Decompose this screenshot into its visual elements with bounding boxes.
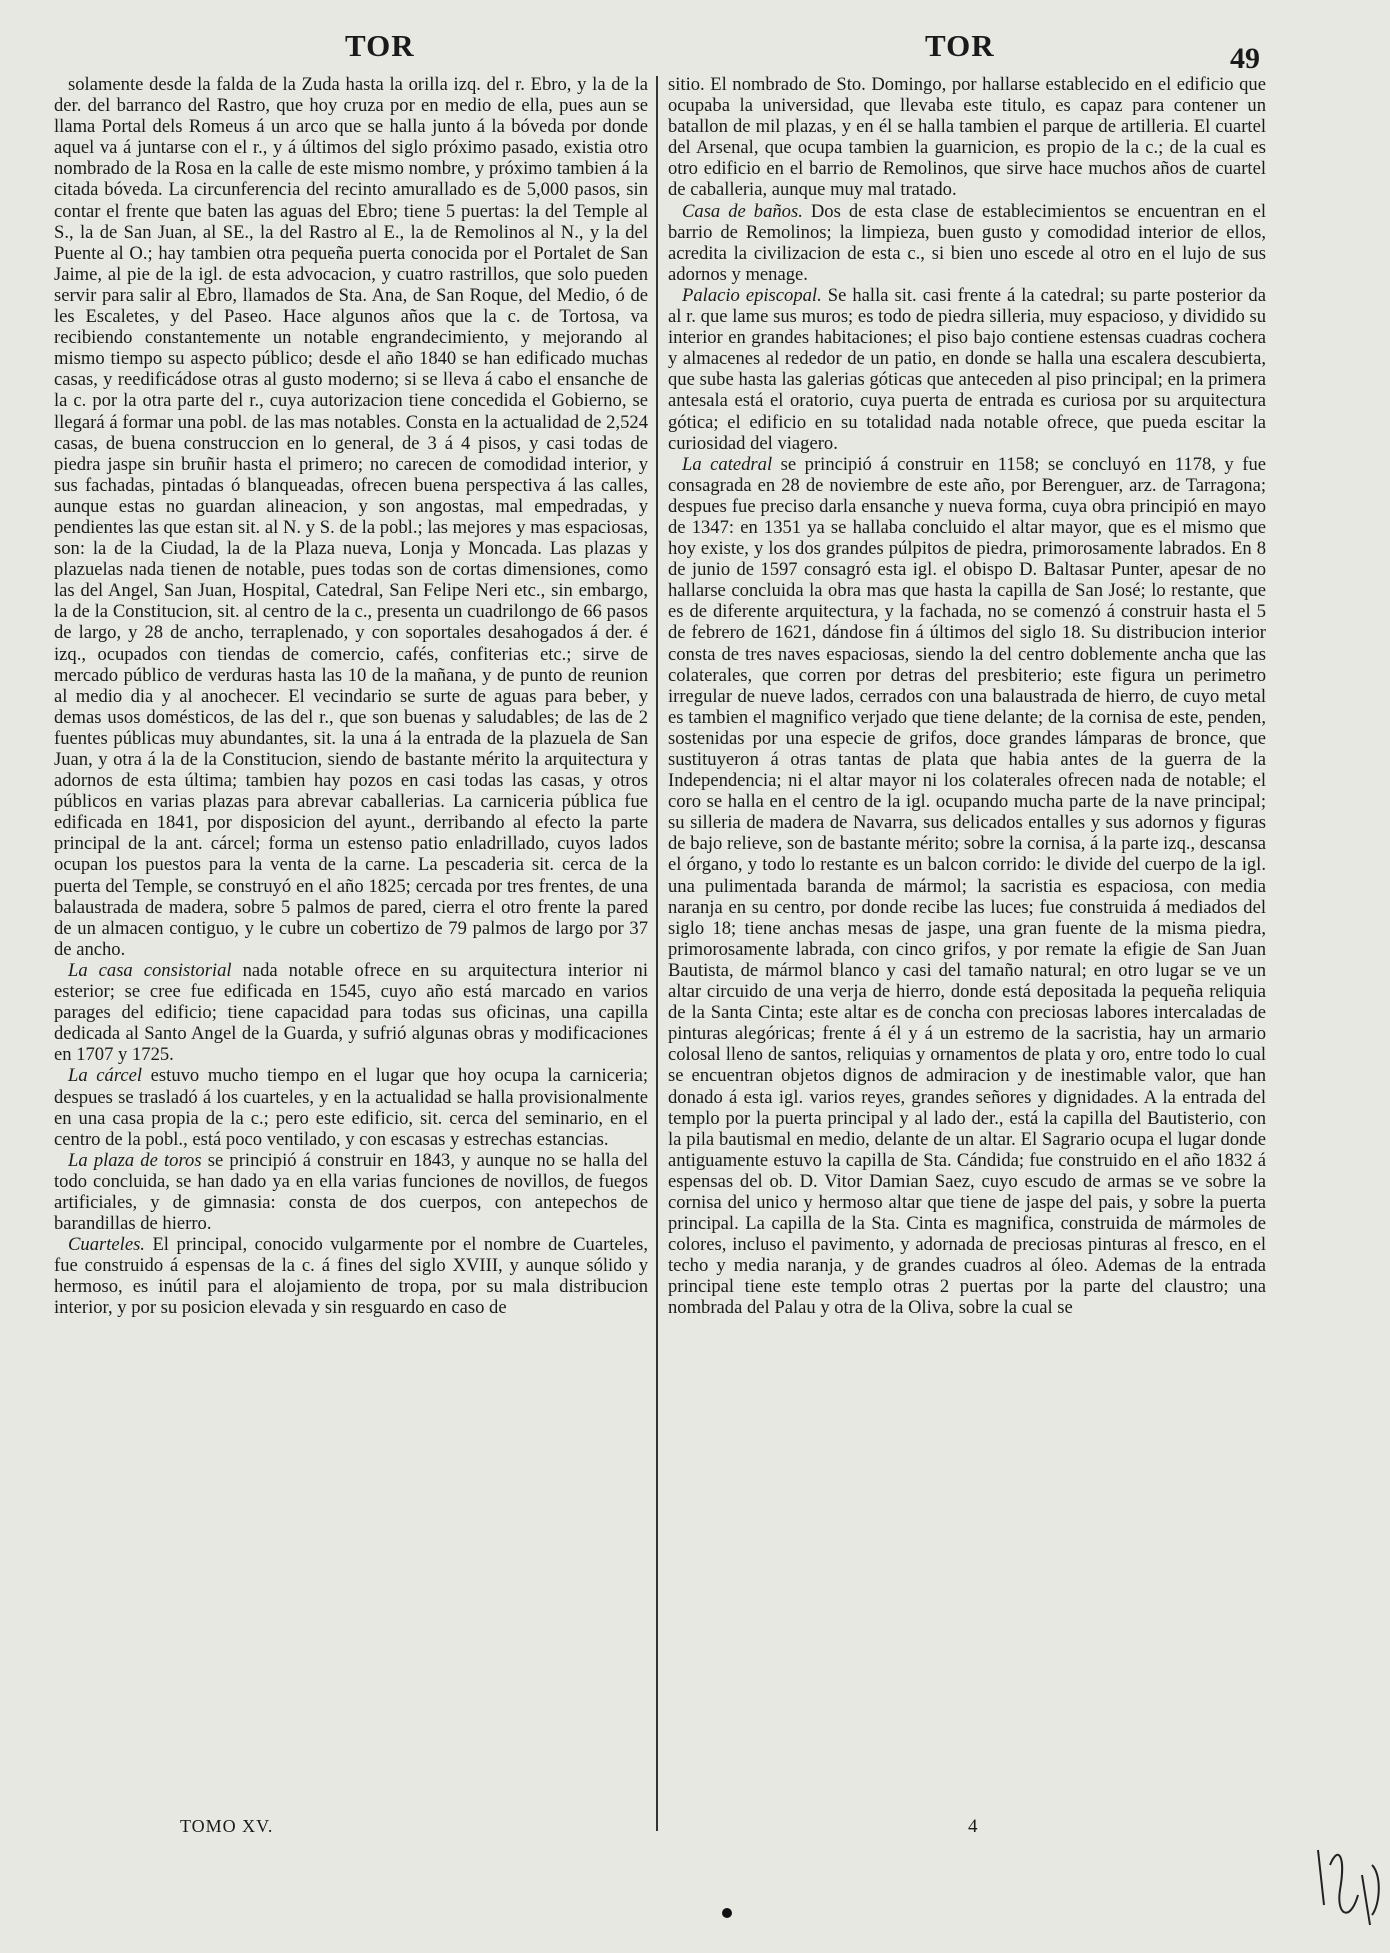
paragraph-lead: Casa de baños. [682,200,803,222]
page-dot [722,1908,732,1918]
paragraph-lead: La catedral [682,453,773,475]
paragraph-text: solamente desde la falda de la Zuda hasta la orilla izq. del r. Ebro, y la de la der. del barranco del Rastro, que hoy cruza por en medio de ella, pues aun se llama Portal dels Romeus á un arco que se halla junto á la bóveda por donde aquel va á juntarse con el r., y á últimos del siglo próximo pasado, existia otro nombrado de la Rosa en la calle de este mismo nombre, y próximo tambien á la citada bóveda. La circunferencia del recinto amurallado es de 5,000 pasos, sin contar el frente que baten las aguas del Ebro; tiene 5 puertas: la del Temple al S., la de San Juan, al SE., la del Rastro al E., la de Remolinos al N., y la del Puente al O.; hay tambien otra pequeña puerta conocida por el Portalet de San Jaime, al pie de la igl. de esta advocacion, y cuatro rastrillos, que solo pueden servir para salir al Ebro, llamados de Sta. Ana, de San Roque, del Medio, ó de les Escaletes, y del Paseo. Hace algunos años que la c. de Tortosa, va recibiendo constantemente un notable engrandecimiento, y mejorando al mismo tiempo su aspecto público; desde el año 1840 se han edificado muchas casas, y reedificádose otras al gusto moderno; si se lleva á cabo el ensanche de la c. por la otra parte del r., cuya autorizacion tiene concedida el Gobierno, se llegará á formar una pobl. de las mas notables. Consta en la actualidad de 2,524 casas, de buena construccion en lo general, de 3 á 4 pisos, y casi todas de piedra jaspe sin bruñir hasta el primero; no carecen de comodidad interior, y sus fachadas, pintadas ó blanqueadas, ofrecen buena perspectiva á las calles, aunque estas no guardan alineacion, y son angostas, mal empedradas, y pendientes las que estan sit. al N. y S. de la pobl.; las mejores y mas espaciosas, son: la de la Ciudad, la de la Plaza nueva, Lonja y Moncada. Las plazas y plazuelas nada tienen de notable, pues todas son de cortas dimensiones, como las del Angel, San Juan, Hospital, Catedral, San Felipe Neri etc., sin embargo, la de la Constitucion, sit. al centro de la c., presenta un cuadrilongo de 66 pasos de largo, y 28 de ancho, terraplenado, y con soportales desahogados á der. é izq., ocupados con tiendas de comercio, cafés, confiterias etc.; sirve de mercado público de verduras hasta las 10 de la mañana, y de punto de reunion al medio dia y al anochecer. El vecindario se surte de aguas para beber, y demas usos domésticos, de las del r., que son buenas y saludables; de las de 2 fuentes públicas muy abundantes, sit. la una á la entrada de la plazuela de San Juan, y otra á la de la Constitucion, siendo de bastante mérito la arquitectura y adornos de esta última; tambien hay pozos en casi todas las casas, y otros públicos en varias plazas para abrevar caballerias. La carniceria pública fue edificada en 1841, por disposicion del ayunt., derribando al efecto la parte principal de la ant. cárcel; forma un estenso patio enladrillado, cuyos lados ocupan los puestos para la venta de la carne. La pescaderia sit. cerca de la puerta del Temple, se construyó en el año 1825; cercada por tres frentes, de una balaustrada de madera, sobre 5 palmos de pared, cierra el otro frente la pared de un almacen contiguo, y le cubre un cobertizo de 79 palmos de largo por 37 de ancho. [54,74,648,960]
paragraph-text: Se halla sit. casi frente á la catedral; su parte posterior da al r. que lame sus muros; es todo de piedra silleria, muy espacioso, y dividido su interior en grandes habitaciones; el piso bajo contiene estensas cuadras cochera y almacenes al rededor de un patio, en donde se halla una escalera descubierta, que sube hasta las galerias góticas que anteceden al piso principal; en la primera antesala está el oratorio, cuya puerta de entrada es curiosa por su arquitectura gótica; el edificio en su totalidad nada notable ofrece, que pueda escitar la curiosidad del viagero. [668,284,1266,454]
handwritten-mark [1310,1835,1390,1935]
paragraph-lead: Palacio episcopal. [682,284,822,306]
signature-mark: 4 [968,1816,978,1837]
paragraph-text: Dos de esta clase de establecimientos se encuentran en el barrio de Remolinos; la limpieza, buen gusto y comodidad interior de ellos, acredita la civilizacion de esta c., si bien uno escede al otro en el lujo de sus adornos y menage. [668,200,1266,285]
paragraph-text: estuvo mucho tiempo en el lugar que hoy ocupa la carniceria; despues se trasladó á los cuarteles, y en la actualidad se halla provisionalmente en una casa propia de la c.; pero este edificio, sit. cerca del seminario, en el centro de la pobl., está poco ventilado, y con escasas y estrechas estancias. [54,1065,648,1150]
volume-label: TOMO XV. [180,1816,274,1836]
paragraph [54,1150,648,1234]
paragraph-text: se principió á construir en 1158; se concluyó en 1178, y fue consagrada en 28 de noviembre de este año, por Berenguer, arz. de Tarragona; despues fue preciso darla ensanche y nueva forma, cuya obra principió en mayo de 1347: en 1351 ya se hallaba concluido el altar mayor, que es el mismo que hoy existe, y los dos grandes púlpitos de piedra, primorosamente labrados. En 8 de junio de 1597 consagró esta igl. el obispo D. Baltasar Punter, apesar de no hallarse concluida la obra mas que hasta la capilla de San José; lo restante, que es de diferente arquitectura, y la fachada, no se comenzó á construir hasta el 5 de febrero de 1621, dándose fin á últimos del siglo 18. Su distribucion interior consta de tres naves espaciosas, siendo la del centro doblemente ancha que las colaterales, que corren por detras del presbiterio; este figura un perimetro irregular de nueve lados, cerrados con una balaustrada de hierro, de cuyo metal es tambien el magnifico verjado que tiene delante; de la cornisa de este, penden, sostenidas por una especie de grifos, doce grandes lámparas de bronce, que sustituyeron á otras tantas de plata que habia antes de la guerra de la Independencia; ni el altar mayor ni los colaterales ofrecen nada de notable; el coro se halla en el centro de la igl. ocupando mucha parte de la nave principal; su silleria de madera de Navarra, sus delicados entalles y sus adornos y figuras de bajo relieve, son de bastante mérito; sobre la cornisa, á la parte izq., descansa el órgano, y todo lo restante es un balcon corrido: le divide del cuerpo de la igl. una pulimentada baranda de mármol; la sacristia es espaciosa, con media naranja en su centro, por donde recibe las luces; fue construida á mediados del siglo 18; tiene anchas mesas de jaspe, una gran fuente de la misma piedra, primorosamente labrada, con cinco grifos, y por remate la efigie de San Juan Bautista, de mármol blanco y casi del tamaño natural; en otro lugar se ve un altar circuido de una verja de hierro, donde está depositada la pequeña reliquia de la Santa Cinta; este altar es de concha con preciosas labores intercaladas de pinturas alegóricas; frente á él y á un estremo de la sacristia, hay un armario colosal lleno de santos, reliquias y ornamentos de plata y oro, entre todo lo cual se encuentran objetos dignos de admiracion y de inestimable valor, que han donado á esta igl. varios reyes, grandes señores y dignidades. A la entrada del templo por la puerta principal y al lado der., está la capilla del Bautisterio, con la pila bautismal en medio, delante de un altar. El Sagrario ocupa el lugar donde antiguamente estuvo la capilla de Sta. Cándida; fue construido en el año 1832 á espensas del ob. D. Vitor Damian Saez, cuyo escudo de armas se ve sobre la cornisa del unico y hermoso altar que tiene de jaspe del pais, y sobre la puerta principal. La capilla de la Sta. Cinta es magnifica, construida de mármoles de colores, incluso el pavimento, y adornada de preciosas pinturas al fresco, en el techo y media naranja, y de grandes cuadros al óleo. Ademas de la entrada principal tiene este templo otras 2 puertas por la parte del claustro; una nombrada del Palau y otra de la Oliva, sobre la cual se [668,453,1266,1319]
paragraph-lead: La plaza de toros [68,1149,202,1171]
paragraph-text: nada notable ofrece en su arquitectura interior ni esterior; se cree fue edificada en 1545, cuyo año está marcado en varios parages del edificio; tiene capacidad para todas sus oficinas, una capilla dedicada al Santo Angel de la Guarda, y sufrió algunas obras y modificaciones en 1707 y 1725. [54,959,648,1066]
paragraph [54,960,648,1065]
paragraph [54,74,648,960]
paragraph [54,1234,648,1318]
running-head-left: TOR [345,28,415,63]
paragraph-lead: La casa consistorial [68,959,232,981]
paragraph-lead: La cárcel [68,1065,143,1087]
right-column [668,74,1266,1819]
paragraph [668,74,1266,201]
paragraph [668,454,1266,1319]
paragraph [668,201,1266,285]
paragraph-text: El principal, conocido vulgarmente por el nombre de Cuarteles, fue construido á espensas de la c. á fines del siglo XVIII, y aunque sólido y hermoso, es inútil para el alojamiento de tropa, por su mala distribucion interior, y por su posicion elevada y sin resguardo en caso de [54,1234,648,1319]
paragraph [54,1065,648,1149]
column-divider [656,76,658,1831]
paragraph-lead: Cuarteles. [68,1234,145,1256]
running-head-right: TOR [925,28,995,63]
paragraph-text: sitio. El nombrado de Sto. Domingo, por hallarse establecido en el edificio que ocupaba la universidad, que llevaba este titulo, es capaz para contener un batallon de mil plazas, y en él se halla tambien el parque de artilleria. El cuartel del Arsenal, que ocupa tambien la guarnicion, es propio de la c.; de la cual es otro edificio en el barrio de Remolinos, que sirve hace muchos años de cuartel de caballeria, aunque muy mal tratado. [668,74,1266,201]
paragraph-text: se principió á construir en 1843, y aunque no se halla del todo concluida, se han dado ya en ella varias funciones de novillos, de fuegos artificiales, y de gimnasia: consta de dos cuerpos, con antepechos de barandillas de hierro. [54,1149,648,1235]
page-number: 49 [1230,42,1260,75]
left-column [54,74,648,1819]
paragraph [668,285,1266,454]
